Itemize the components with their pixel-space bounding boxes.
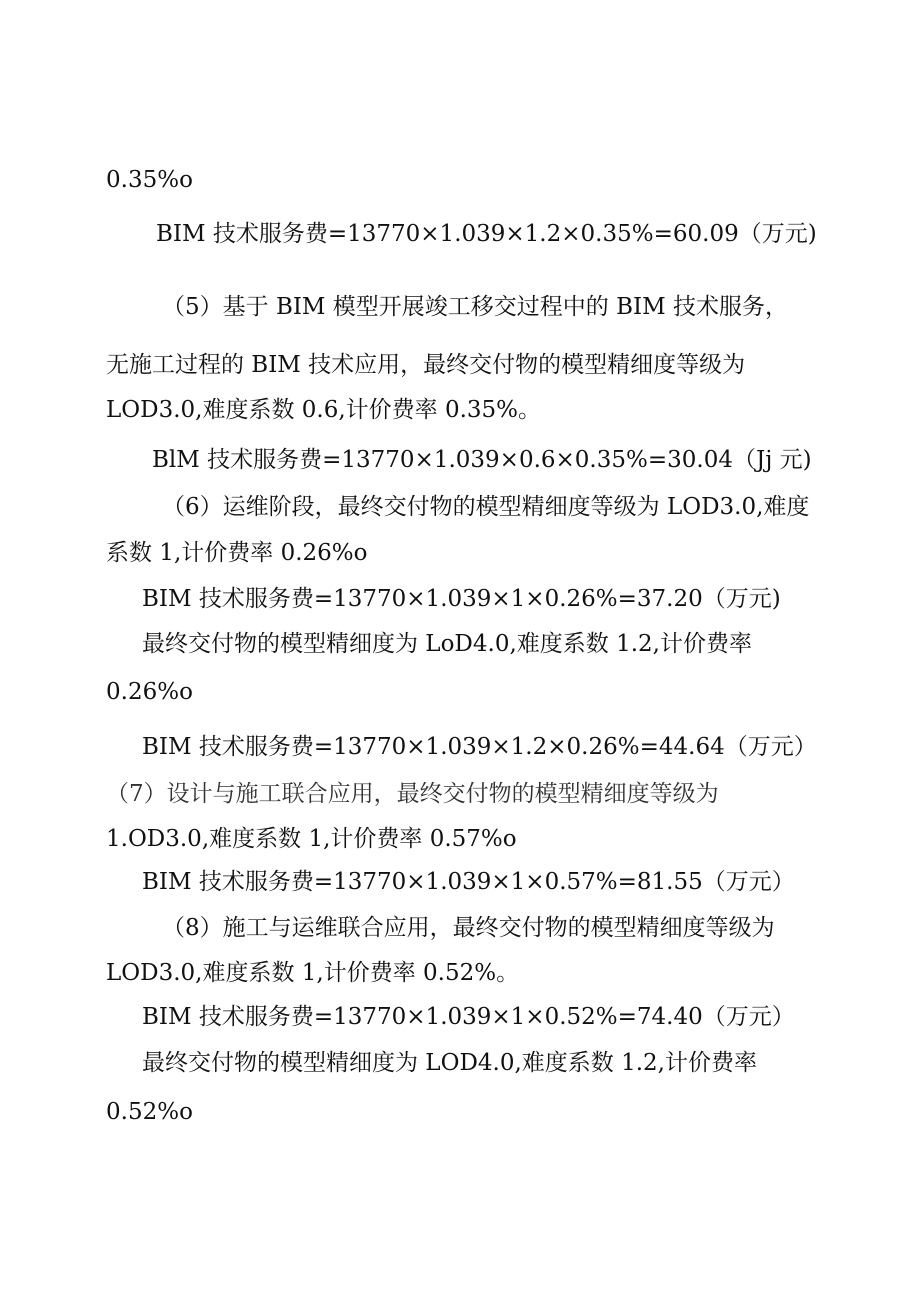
text-line: 1.OD3.0,难度系数 1,计价费率 0.57%o: [106, 826, 517, 852]
text-line: 系数 1,计价费率 0.26%o: [106, 540, 368, 566]
text-line: LOD3.0,难度系数 0.6,计价费率 0.35%。: [106, 397, 542, 423]
text-line: LOD3.0,难度系数 1,计价费率 0.52%。: [106, 960, 520, 986]
text-line: 无施工过程的 BIM 技术应用，最终交付物的模型精细度等级为: [106, 352, 746, 378]
text-line: BIM 技术服务费=13770×1.039×1.2×0.35%=60.09（万元): [156, 221, 817, 247]
text-line: （6）运维阶段，最终交付物的模型精细度等级为 LOD3.0,难度: [162, 494, 810, 520]
text-line: （7）设计与施工联合应用，最终交付物的模型精细度等级为: [106, 781, 719, 807]
text-line: 0.26%o: [106, 679, 193, 705]
text-line: BIM 技术服务费=13770×1.039×1.2×0.26%=44.64（万元）: [142, 734, 817, 760]
text-line: BIM 技术服务费=13770×1.039×1×0.57%=81.55（万元）: [142, 869, 795, 895]
text-line: 0.52%o: [106, 1099, 193, 1125]
text-line: （5）基于 BIM 模型开展竣工移交过程中的 BIM 技术服务，: [162, 294, 788, 320]
text-line: BIM 技术服务费=13770×1.039×1×0.52%=74.40（万元）: [142, 1004, 795, 1030]
text-line: 最终交付物的模型精细度为 LOD4.0,难度系数 1.2,计价费率: [142, 1050, 757, 1076]
text-line: BIM 技术服务费=13770×1.039×1×0.26%=37.20（万元): [142, 586, 781, 612]
text-line: （8）施工与运维联合应用，最终交付物的模型精细度等级为: [162, 915, 775, 941]
text-line: 最终交付物的模型精细度为 LoD4.0,难度系数 1.2,计价费率: [142, 631, 752, 657]
text-line: BlM 技术服务费=13770×1.039×0.6×0.35%=30.04（Jj 元): [152, 447, 812, 473]
text-line: 0.35%o: [106, 167, 193, 193]
